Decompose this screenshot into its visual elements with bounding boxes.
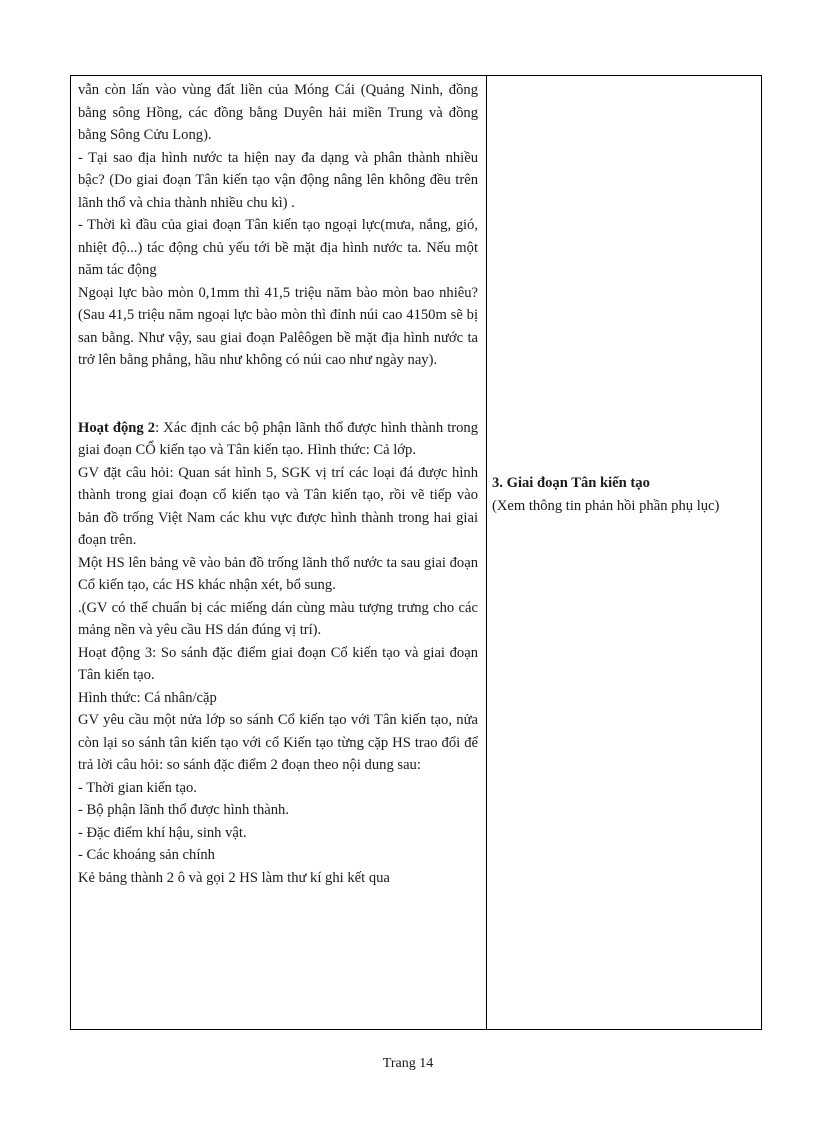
activity-2-text: : Xác định các bộ phận lãnh thổ được hình thành trong giai đoạn CỔ kiến tạo và Tân kiến tạo. Hình thức: Cả lớp. <box>78 419 478 458</box>
paragraph-activity-3: Hoạt động 3: So sánh đặc điểm giai đoạn Cổ kiến tạo và giai đoạn Tân kiến tạo. <box>78 644 478 683</box>
paragraph-teacher-question: GV đặt câu hỏi: Quan sát hình 5, SGK vị trí các loại đá được hình thành trong giai đoạn cổ kiến tạo và Tân kiến tạo, rồi vẽ tiếp vào bản đồ trống Việt Nam các khu vực được hình thành trong hai giai đoạn trên. <box>78 464 478 548</box>
activity-2-label: Hoạt động 2 <box>78 419 156 436</box>
paragraph-early-phase: - Thời kì đầu của giai đoạn Tân kiến tạo ngoại lực(mưa, nắng, gió, nhiệt độ...) tác động chủ yếu tới bề mặt địa hình nước ta. Nếu một năm tác động <box>78 217 478 278</box>
column-divider <box>486 76 487 1029</box>
paragraph-stickers: .(GV có thể chuẩn bị các miếng dán cùng màu tượng trưng cho các mảng nền và yêu cầu HS dán đúng vị trí). <box>78 599 478 638</box>
paragraph-student-draw: Một HS lên bảng vẽ vào bản đồ trống lãnh thổ nước ta sau giai đoạn Cổ kiến tạo, các HS khác nhận xét, bổ sung. <box>78 554 478 593</box>
paragraph-table-instruction: Kẻ bảng thành 2 ô và gọi 2 HS làm thư kí ghi kết qua <box>78 869 390 886</box>
paragraph-form: Hình thức: Cá nhân/cặp <box>78 689 217 706</box>
section-note: (Xem thông tin phản hồi phần phụ lục) <box>492 497 720 514</box>
list-item-territory: - Bộ phận lãnh thổ được hình thành. <box>78 802 289 818</box>
paragraph-question-terrain: - Tại sao địa hình nước ta hiện nay đa dạng và phân thành nhiều bậc? (Do giai đoạn Tân kiến tạo vận động nâng lên không đều trên lãnh thổ và chia thành nhiều chu kì) . <box>78 149 478 211</box>
content-cell <box>492 472 754 517</box>
page-number: Trang 14 <box>382 1056 434 1071</box>
paragraph-compare-task: GV yêu cầu một nửa lớp so sánh Cổ kiến tạo với Tân kiến tạo, nửa còn lại so sánh tân kiến tạo với cổ Kiến tạo từng cặp HS trao đổi để trả lời câu hỏi: so sánh đặc điểm 2 đoạn theo nội dung sau: <box>78 712 478 773</box>
teacher-activity-cell <box>78 79 478 889</box>
content-table <box>70 75 762 1030</box>
list-item-minerals: - Các khoáng sản chính <box>78 847 215 863</box>
paragraph-activity-2 <box>78 417 478 462</box>
list-item-climate: - Đặc điểm khí hậu, sinh vật. <box>78 824 247 841</box>
paragraph-land-encroach: vẫn còn lấn vào vùng đất liền của Móng Cái (Quảng Ninh, đồng bằng sông Hồng, các đồng bằng Duyên hải miền Trung và đồng bằng Sông Cửu Long). <box>78 82 478 143</box>
section-heading: 3. Giai đoạn Tân kiến tạo <box>492 475 650 491</box>
paragraph-erosion: Ngoại lực bào mòn 0,1mm thì 41,5 triệu năm bào mòn bao nhiêu? (Sau 41,5 triệu năm ngoại lực bào mòn thì đỉnh núi cao 4150m sẽ bị san bằng. Như vậy, sau giai đoạn Palêôgen bề mặt địa hình nước ta trở lên bằng phẳng, hầu như không có núi cao như ngày nay). <box>78 284 478 368</box>
spacer <box>78 372 478 417</box>
list-item-time: - Thời gian kiến tạo. <box>78 779 197 796</box>
